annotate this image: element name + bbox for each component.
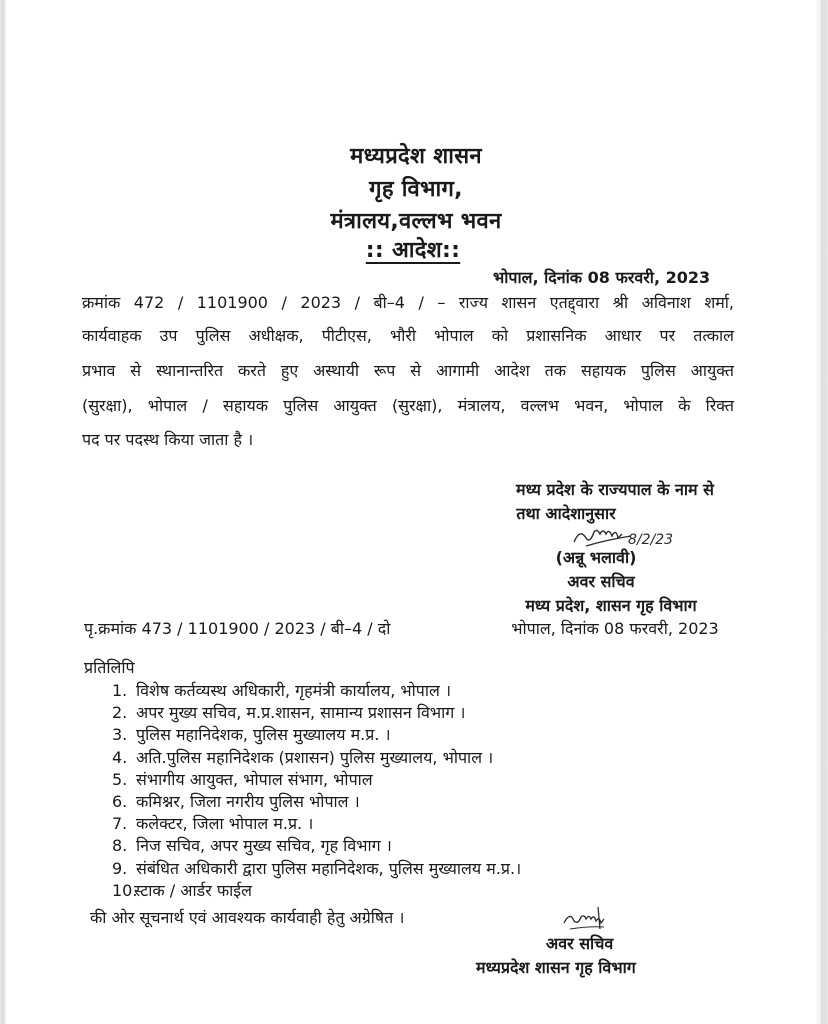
authority-line-2: तथा आदेशानुसार (516, 504, 616, 523)
header-government: मध्यप्रदेश शासन (350, 144, 482, 169)
closing-department: मध्यप्रदेश शासन गृह विभाग (476, 958, 636, 977)
item-number: 1. (112, 681, 128, 700)
document-page (6, 0, 816, 1024)
recipient-item (112, 791, 521, 813)
header-order-title: :: आदेश:: (365, 238, 461, 263)
item-number: 10. (112, 880, 138, 900)
recipient-item (112, 747, 521, 769)
item-number: 3. (112, 725, 128, 745)
header-ministry: मंत्रालय,वल्लभ भवन (330, 209, 502, 234)
item-text: विशेष कर्तव्यस्थ अधिकारी, गृहमंत्री कार्यालय, भोपाल । (136, 681, 452, 700)
item-number: 6. (112, 791, 128, 811)
order-paragraph-line: प्रभाव से स्थानान्तरित करते हुए अस्थायी रूप से आगामी आदेश तक सहायक पुलिस आयुक्त (82, 361, 734, 380)
item-text: निज सचिव, अपर मुख्य सचिव, गृह विभाग । (136, 836, 392, 856)
item-text: अपर मुख्य सचिव, म.प्र.शासन, सामान्य प्रशासन विभाग । (136, 703, 466, 723)
handwritten-signature-2 (560, 905, 640, 935)
forward-note: की ओर सूचनार्थ एवं आवश्यक कार्यवाही हेतु अग्रेषित । (90, 908, 405, 927)
recipient-item (112, 769, 521, 791)
recipient-item (112, 835, 521, 857)
item-text: अति.पुलिस महानिदेशक (प्रशासन) पुलिस मुख्यालय, भोपाल । (136, 747, 494, 767)
recipient-item (112, 680, 521, 702)
item-number: 2. (112, 703, 128, 723)
item-text: संभागीय आयुक्त, भोपाल संभाग, भोपाल (136, 769, 373, 789)
recipient-item (112, 724, 521, 746)
recipient-item (112, 702, 521, 724)
item-text: कमिश्नर, जिला नगरीय पुलिस भोपाल । (136, 791, 360, 811)
item-number: 4. (112, 747, 128, 767)
signatory-designation: अवर सचिव (567, 572, 635, 591)
recipient-item (112, 813, 521, 835)
order-paragraph-line: (सुरक्षा), भोपाल / सहायक पुलिस आयुक्त (सुरक्षा), मंत्रालय, वल्लभ भवन, भोपाल के रिक्त (82, 396, 734, 415)
item-text: कलेक्टर, जिला भोपाल म.प्र. । (136, 814, 314, 834)
page-right-edge (816, 0, 828, 1024)
item-number: 9. (112, 858, 128, 878)
recipient-list (112, 680, 521, 902)
order-paragraph-line: क्रमांक 472 / 1101900 / 2023 / बी–4 / – राज्य शासन एतद्द्वारा श्री अविनाश शर्मा, (82, 293, 734, 312)
item-text: स्टाक / आर्डर फाईल (134, 880, 253, 900)
item-number: 8. (112, 836, 128, 856)
signatory-date: भोपाल, दिनांक 08 फरवरी, 2023 (511, 619, 719, 638)
signatory-department: मध्य प्रदेश, शासन गृह विभाग (525, 596, 697, 615)
order-paragraph-line: कार्यवाहक उप पुलिस अधीक्षक, पीटीएस, भौरी भोपाल को प्रशासनिक आधार पर तत्काल (82, 326, 734, 345)
copy-to-label: प्रतिलिपि (84, 658, 135, 677)
closing-designation: अवर सचिव (546, 934, 614, 953)
header-department: गृह विभाग, (369, 177, 463, 202)
order-paragraph-line: पद पर पदस्थ किया जाता है । (82, 430, 254, 449)
item-number: 7. (112, 814, 128, 834)
recipient-item (112, 880, 521, 902)
authority-line: मध्य प्रदेश के राज्यपाल के नाम से (516, 480, 714, 499)
item-number: 5. (112, 769, 128, 789)
recipient-item (112, 858, 521, 880)
item-text: पुलिस महानिदेशक, पुलिस मुख्यालय म.प्र. । (136, 725, 391, 745)
signatory-name: (अन्नू भलावी) (555, 548, 637, 567)
endorsement-reference: पृ.क्रमांक 473 / 1101900 / 2023 / बी–4 / दो (84, 619, 391, 638)
item-text: संबंधित अधिकारी द्वारा पुलिस महानिदेशक, पुलिस मुख्यालय म.प्र.। (136, 858, 522, 878)
signature-date: 8/2/23 (628, 532, 674, 548)
order-date: भोपाल, दिनांक 08 फरवरी, 2023 (493, 268, 711, 287)
